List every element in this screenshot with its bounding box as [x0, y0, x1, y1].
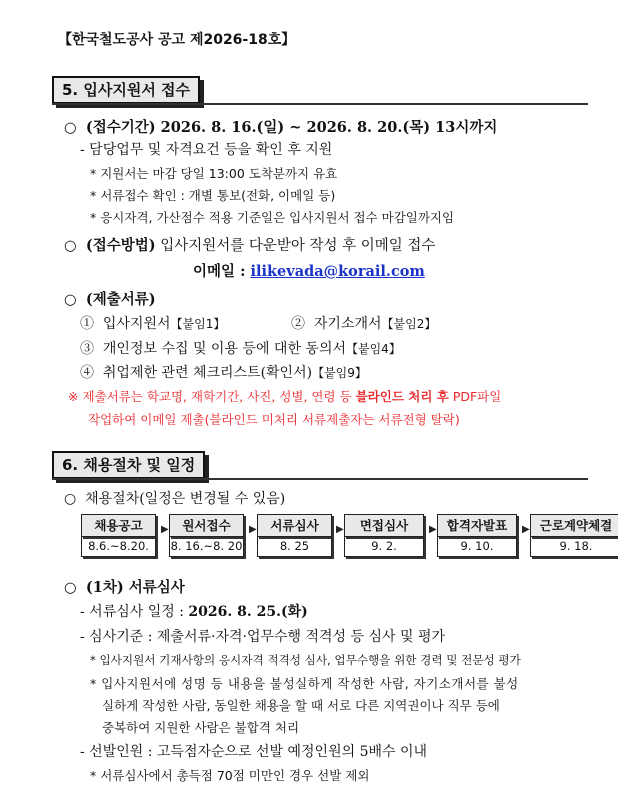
method-text: 입사지원서를 다운받아 작성 후 이메일 접수	[160, 238, 436, 254]
docs-line	[64, 288, 156, 309]
criteria-note: * 입사지원서 기재사항의 응시자격 적격성 심사, 업무수행을 위한 경력 및 전문성 평가	[90, 653, 521, 667]
criteria-note: 중복하여 지원한 사람은 불합격 처리	[102, 720, 300, 735]
doc-number: ③	[80, 341, 94, 357]
warning-text: PDF파일	[448, 389, 502, 404]
step-date: 9. 18.	[530, 537, 618, 557]
criteria-note: * 입사지원서에 성명 등 내용을 불성실하게 작성한 사람, 자기소개서를 불성	[90, 676, 519, 691]
bullet-icon: ○	[64, 120, 86, 136]
arrow-right-icon: ▶	[336, 524, 344, 535]
criteria-note: 실하게 작성한 사람, 동일한 채용을 할 때 서로 다른 지역권이나 직무 등에	[102, 698, 500, 713]
section-5-title: 5. 입사지원서 접수	[52, 76, 200, 104]
review-heading-line	[64, 576, 185, 597]
process-step	[530, 514, 618, 557]
blind-warning	[68, 387, 501, 405]
section-5-divider	[52, 103, 588, 105]
notice-number: 【한국철도공사 공고 제2026-18호】	[58, 32, 296, 48]
step-label: 근로계약체결	[530, 514, 618, 537]
docs-label: (제출서류)	[85, 291, 156, 308]
email-link[interactable]: ilikevada@korail.com	[250, 263, 425, 280]
step-label: 원서접수	[169, 514, 244, 537]
blind-warning-line2: 작업하여 이메일 제출(블라인드 미처리 서류제출자는 서류전형 탈락)	[88, 412, 460, 427]
period-line	[64, 116, 497, 137]
doc-item	[80, 313, 225, 333]
period-dash: - 담당업무 및 자격요건 등을 확인 후 지원	[80, 142, 333, 158]
step-date: 8.6.~8.20.	[81, 537, 156, 557]
doc-name: 개인정보 수집 및 이용 등에 대한 동의서	[102, 341, 346, 357]
criteria-line: - 심사기준 : 제출서류·자격·업무수행 적격성 등 심사 및 평가	[80, 629, 445, 645]
process-step	[437, 514, 517, 557]
review-heading: (1차) 서류심사	[85, 579, 185, 596]
process-step	[257, 514, 332, 557]
bullet-icon: ○	[64, 491, 86, 507]
process-step	[169, 514, 244, 557]
arrow-right-icon: ▶	[249, 524, 257, 535]
doc-number: ④	[80, 365, 94, 381]
process-step	[81, 514, 156, 557]
doc-number: ①	[80, 316, 94, 332]
step-date: 8. 25	[257, 537, 332, 557]
section-6-title: 6. 채용절차 및 일정	[52, 451, 205, 479]
doc-tag: 【붙임1】	[170, 317, 226, 331]
method-line	[64, 234, 435, 255]
doc-tag: 【붙임2】	[381, 317, 437, 331]
review-date-line	[80, 601, 308, 621]
doc-item	[80, 362, 367, 382]
bullet-icon: ○	[64, 580, 86, 596]
step-label: 서류심사	[257, 514, 332, 537]
section-6-divider	[52, 478, 588, 480]
step-label: 채용공고	[81, 514, 156, 537]
doc-name: 취업제한 관련 체크리스트(확인서)	[102, 365, 313, 381]
warning-emphasis: 블라인드 처리 후	[355, 389, 449, 404]
step-label: 합격자발표	[437, 514, 517, 537]
method-label: (접수방법)	[85, 237, 156, 254]
bullet-icon: ○	[64, 238, 86, 254]
arrow-right-icon: ▶	[161, 524, 169, 535]
email-line	[193, 260, 425, 281]
doc-tag: 【붙임9】	[312, 366, 367, 380]
process-step	[344, 514, 424, 557]
period-heading: (접수기간) 2026. 8. 16.(일) ~ 2026. 8. 20.(목) 13시까지	[85, 119, 498, 136]
arrow-right-icon: ▶	[522, 524, 530, 535]
doc-name: 입사지원서	[102, 316, 171, 332]
doc-tag: 【붙임4】	[346, 342, 401, 356]
flow-heading: 채용절차(일정은 변경될 수 있음)	[85, 491, 286, 507]
period-note: * 서류접수 확인 : 개별 통보(전화, 이메일 등)	[90, 188, 336, 203]
step-label: 면접심사	[344, 514, 424, 537]
period-note: * 지원서는 마감 당일 13:00 도착분까지 유효	[90, 166, 338, 181]
email-label: 이메일 :	[193, 263, 251, 280]
period-note: * 응시자격, 가산점수 적용 기준일은 입사지원서 접수 마감일까지임	[90, 210, 455, 225]
selection-note: * 서류심사에서 총득점 70점 미만인 경우 선발 제외	[90, 768, 370, 783]
selection-line: - 선발인원 : 고득점자순으로 선발 예정인원의 5배수 이내	[80, 744, 428, 760]
warning-text: 제출서류는 학교명, 재학기간, 사진, 성별, 연령 등	[82, 389, 356, 404]
doc-item	[291, 313, 436, 333]
doc-name: 자기소개서	[313, 316, 382, 332]
step-date: 9. 2.	[344, 537, 424, 557]
reference-mark-icon: ※	[68, 389, 79, 404]
review-date: 2026. 8. 25.(화)	[188, 604, 308, 620]
bullet-icon: ○	[64, 292, 86, 308]
arrow-right-icon: ▶	[429, 524, 437, 535]
step-date: 8. 16.~8. 20	[169, 537, 244, 557]
doc-number: ②	[291, 316, 305, 332]
doc-item	[80, 338, 401, 358]
step-date: 9. 10.	[437, 537, 517, 557]
flow-heading-line	[64, 488, 285, 508]
review-date-label: - 서류심사 일정 :	[80, 604, 189, 620]
